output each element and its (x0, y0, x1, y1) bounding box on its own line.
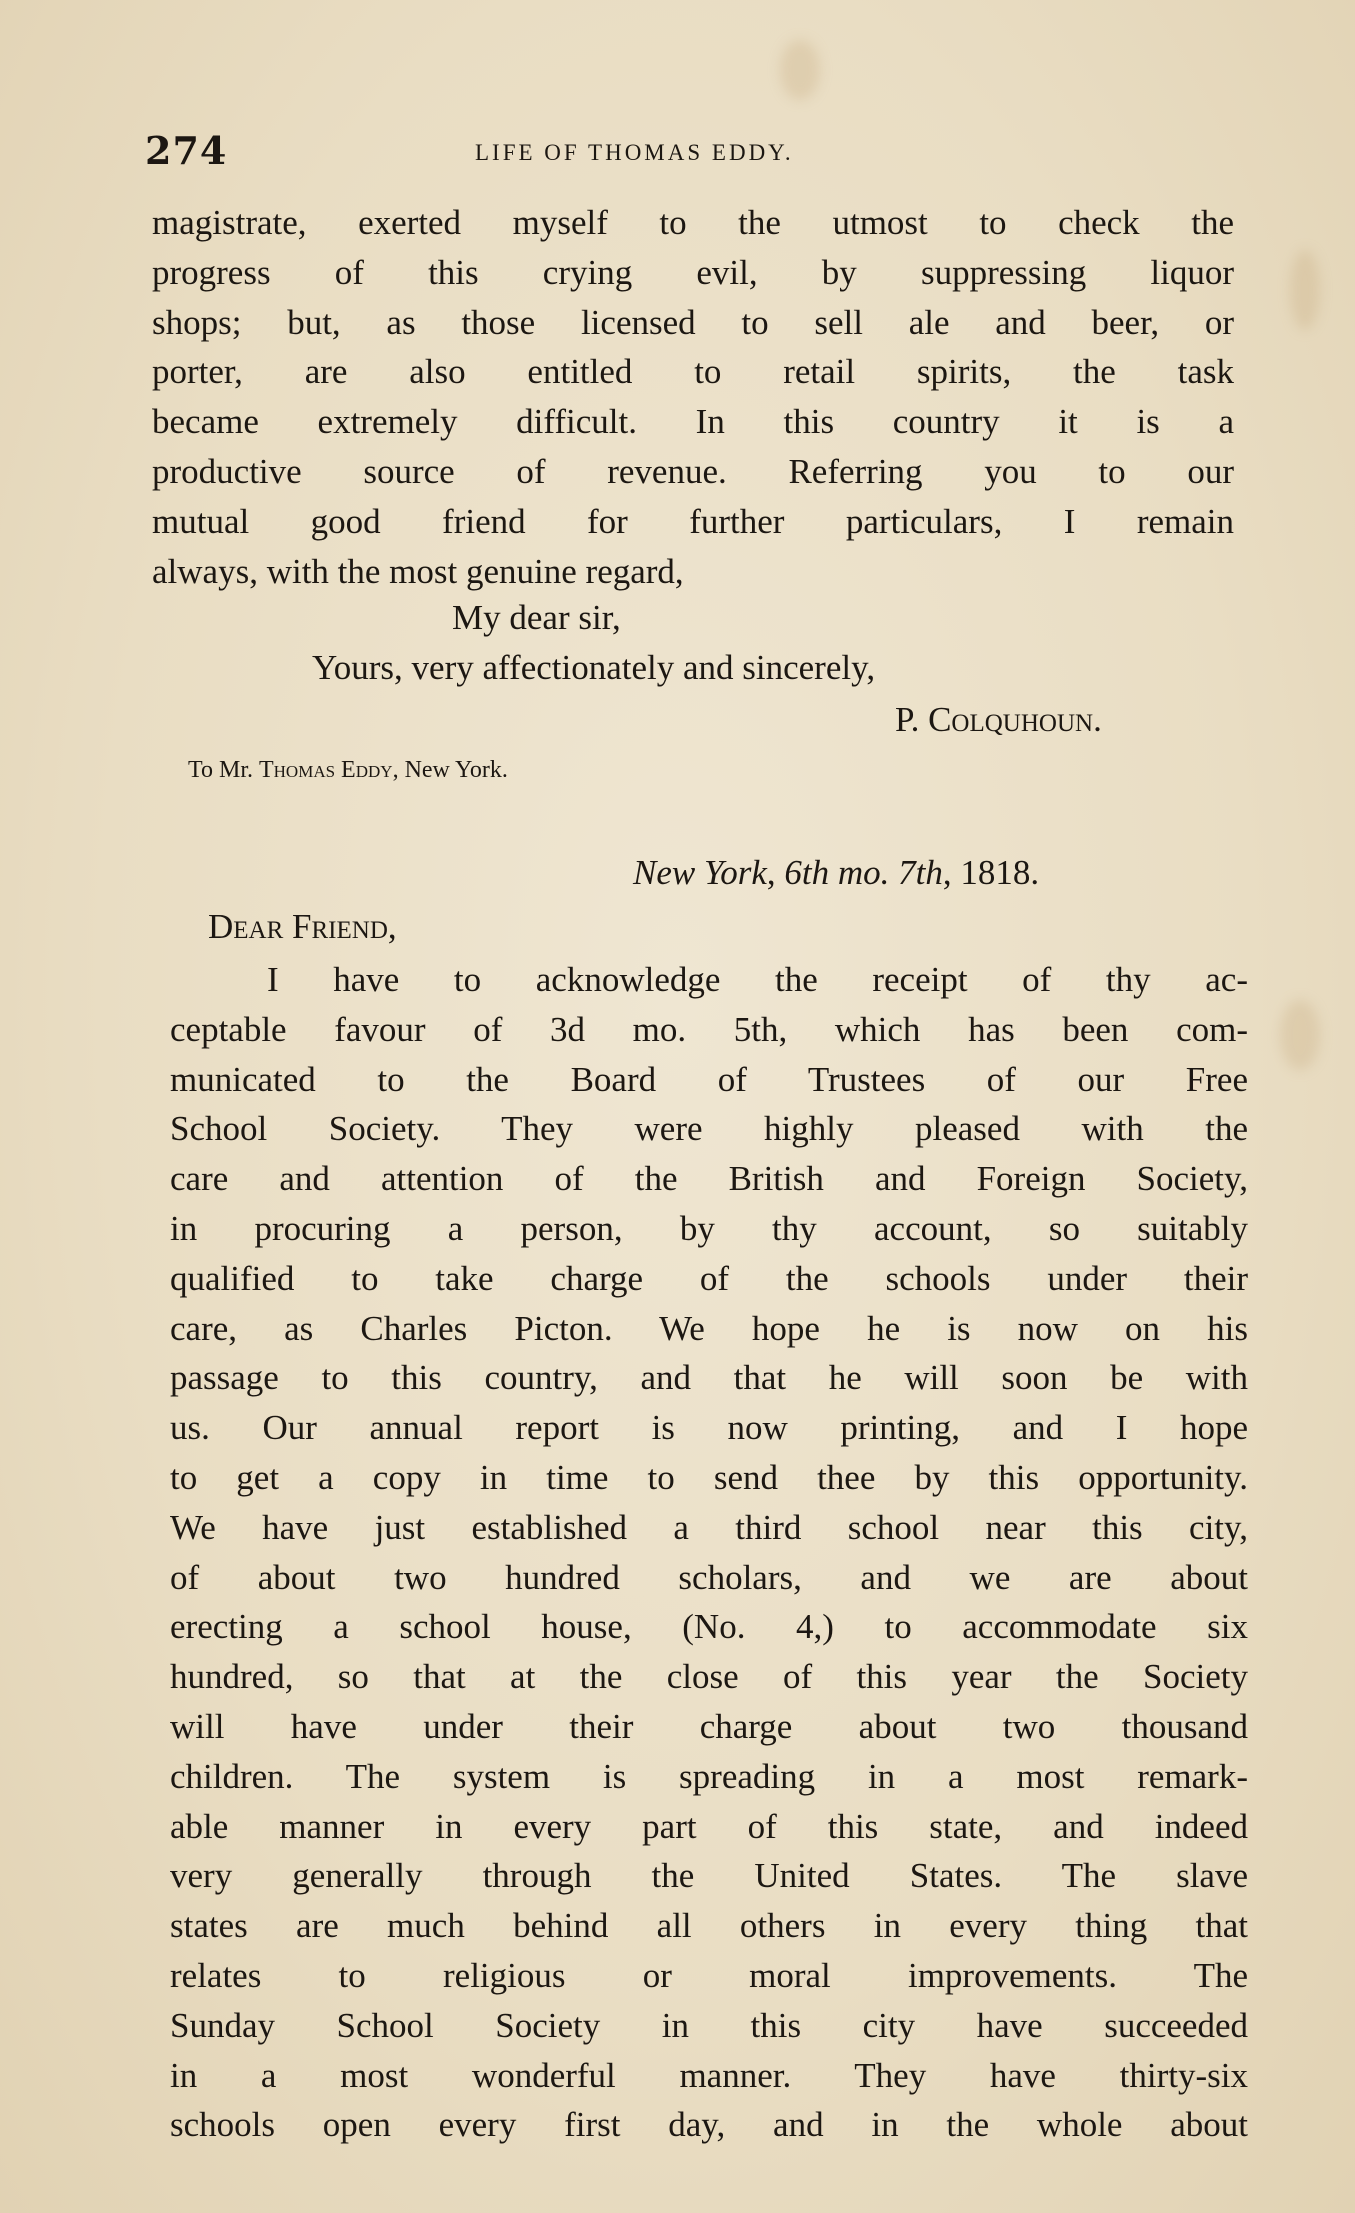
text-line: to get a copy in time to send thee by this opportunity. (170, 1457, 1248, 1497)
running-head: LIFE OF THOMAS EDDY. (475, 140, 794, 165)
paper-stain (780, 40, 820, 100)
dateline-separator: , (766, 853, 785, 892)
text-line: in procuring a person, by thy account, so suitably (170, 1208, 1248, 1248)
text-line: in a most wonderful manner. They have thirty-six (170, 2055, 1248, 2095)
paper-stain (1290, 250, 1320, 330)
text-line: ceptable favour of 3d mo. 5th, which has been com- (170, 1009, 1248, 1049)
text-line: We have just established a third school near this city, (170, 1507, 1248, 1547)
text-line: mutual good friend for further particulars, I remain (152, 501, 1234, 541)
text-line: shops; but, as those licensed to sell ale and beer, or (152, 302, 1234, 342)
page-number: 274 (145, 128, 228, 173)
paper-stain (1280, 1000, 1320, 1070)
addressee-prefix: To Mr. (188, 757, 259, 783)
letter-2-body (170, 955, 1248, 2150)
text-line: passage to this country, and that he will soon be with (170, 1358, 1248, 1398)
text-line: porter, are also entitled to retail spirits, the task (152, 352, 1234, 392)
text-line: Sunday School Society in this city have succeeded (170, 2005, 1248, 2045)
text-line: School Society. They were highly pleased with the (170, 1109, 1248, 1149)
text-line: children. The system is spreading in a most remark- (170, 1756, 1248, 1796)
text-line: erecting a school house, (No. 4,) to accommodate six (170, 1607, 1248, 1647)
text-line: able manner in every part of this state, and indeed (170, 1806, 1248, 1846)
dateline-day: 6th mo. 7th (784, 853, 943, 892)
dateline-year: , 1818. (942, 853, 1040, 892)
addressee (188, 757, 508, 784)
text-line: will have under their charge about two thousand (170, 1706, 1248, 1746)
dateline (633, 853, 1039, 893)
text-line: qualified to take charge of the schools under their (170, 1258, 1248, 1298)
signature: P. Colquhoun. (895, 700, 1102, 739)
text-line: progress of this crying evil, by suppressing liquor (152, 252, 1234, 292)
dateline-place: New York (633, 853, 767, 892)
letter-1-body (152, 198, 1234, 596)
text-line: productive source of revenue. Referring you to our (152, 451, 1234, 491)
page-header (145, 128, 1245, 178)
addressee-name: Thomas Eddy (259, 757, 393, 783)
text-line: hundred, so that at the close of this year the Society (170, 1657, 1248, 1697)
addressee-suffix: , New York. (392, 757, 508, 783)
text-line: relates to religious or moral improvements. The (170, 1955, 1248, 1995)
text-line: of about two hundred scholars, and we are about (170, 1557, 1248, 1597)
text-line: states are much behind all others in every thing that (170, 1906, 1248, 1946)
text-line: care, as Charles Picton. We hope he is now on his (170, 1308, 1248, 1348)
closing-line-1: My dear sir, (452, 598, 621, 637)
text-line: always, with the most genuine regard, (152, 551, 684, 591)
closing-line-2: Yours, very affectionately and sincerely, (312, 648, 876, 687)
text-line: us. Our annual report is now printing, and I hope (170, 1408, 1248, 1448)
salutation: Dear Friend, (208, 907, 397, 946)
text-line: care and attention of the British and Foreign Society, (170, 1159, 1248, 1199)
text-line: magistrate, exerted myself to the utmost to check the (152, 203, 1234, 242)
text-line: I have to acknowledge the receipt of thy ac- (267, 960, 1248, 999)
text-line: schools open every first day, and in the whole about (170, 2105, 1248, 2145)
text-line: very generally through the United States. The slave (170, 1856, 1248, 1896)
text-line: municated to the Board of Trustees of our Free (170, 1059, 1248, 1099)
text-line: became extremely difficult. In this country it is a (152, 402, 1234, 442)
